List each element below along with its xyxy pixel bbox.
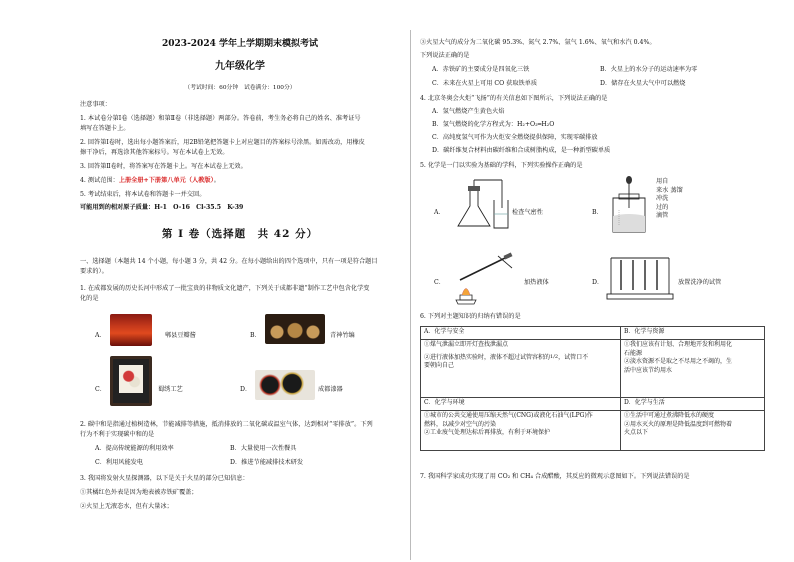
- table-cell-b-head: B．化学与资源: [621, 327, 765, 340]
- q1-option-b-letter: B．: [250, 332, 261, 339]
- q3-option-c: C．未来在火星上可用 CO 获取铁单质: [432, 80, 538, 87]
- part1-intro-a: 一、选择题（本题共 14 个小题，每小题 3 分，共 42 分。在每小题给出的四个选项中，只有一项是符合题目: [80, 258, 378, 265]
- annotation-line: 滴管: [656, 212, 669, 219]
- q5-option-d-letter: D．: [592, 279, 604, 286]
- column-divider: [410, 30, 411, 560]
- bean-paste-jars-image: [110, 314, 152, 346]
- table-line: ②进行液体加热实验时，液体不超过试管容积的1/2，试管口不: [424, 353, 589, 361]
- q3-option-b: B．火星上的水分子的运动速率为零: [600, 66, 698, 73]
- section-title: 第 I 卷（选择题 共 42 分）: [161, 228, 319, 240]
- q2-option-b: B．大量使用一次性餐具: [230, 445, 297, 452]
- table-line: 活中应该节约用水: [624, 366, 673, 374]
- right-column: [420, 0, 765, 562]
- table-line: ①我们应该有计划、合理地开发和利用化: [624, 341, 733, 348]
- note-1a: 1. 本试卷分第Ⅰ卷（选择题）和第Ⅱ卷（非选择题）两部分。答卷前，考生务必将自己的姓名、准考证号: [80, 115, 361, 122]
- table-line: 燃料，以减少对空气的污染: [424, 420, 497, 428]
- table-cell-d-body: [621, 411, 765, 451]
- table-line: ②淡水资源不是取之不尽用之不竭的，生: [624, 358, 733, 366]
- annotation-line: 用自: [656, 178, 669, 185]
- table-line: 要朝向自己: [424, 362, 455, 370]
- notes-heading: 注意事项：: [80, 101, 111, 108]
- atomic-masses: 可能用到的相对原子质量：H-1 O-16 Cl-35.5 K-39: [80, 204, 244, 211]
- q1-option-c-letter: C．: [95, 386, 106, 393]
- note-4: [80, 176, 400, 185]
- q6-stem: 6. 下列对主题知识的归纳有错误的是: [420, 313, 521, 320]
- q7-stem: 7. 我国科学家成功实现了用 CO₂ 和 CH₄ 合成醋酸，其反应的微观示意图如下。下列说法错误的是: [420, 473, 690, 480]
- table-cell-b-body: [621, 340, 765, 398]
- q4-option-c: C．高纯度氢气可作为火炬安全燃烧提供保障，实现零碳排放: [432, 134, 598, 141]
- note-1b: 填写在答题卡上。: [80, 125, 130, 132]
- table-cell-a-body: [421, 340, 621, 398]
- note-2b: 擦干净后，再选涂其他答案标号。写在本试卷上无效。: [80, 149, 229, 156]
- lacquerware-image: [255, 370, 315, 400]
- annotation-line: 来水 蒸馏: [656, 186, 683, 194]
- q5-option-a-letter: A．: [434, 209, 445, 216]
- annotation-line: 过的: [656, 203, 669, 211]
- test-range: 上册全册+下册第八单元（人教版）: [118, 177, 214, 184]
- q4-option-b: B．氢气燃烧的化学方程式为：H₂+O₂═H₂O: [432, 121, 555, 128]
- table-line: 火点以下: [624, 429, 649, 437]
- q1-option-d-letter: D．: [240, 386, 252, 393]
- annotation-line: 冲洗: [656, 195, 669, 202]
- table-line: ②工业废气处理达标后再排放，有利于环境保护: [424, 429, 551, 437]
- q5-option-c-label: 加热液体: [524, 279, 549, 286]
- note-5: 5. 考试结束后，将本试卷和答题卡一并交回。: [80, 191, 206, 198]
- q4-stem: 4. 北京冬奥会火炬“飞扬”的有关信息如下图所示，下列说法正确的是: [420, 95, 608, 102]
- q1-option-c-label: 蜀绣工艺: [158, 386, 183, 393]
- fraction: 1/2: [550, 353, 559, 360]
- q5-stem: 5. 化学是一门以实验为基础的学科，下列实验操作正确的是: [420, 162, 583, 169]
- note-4-suffix: 。: [213, 177, 220, 184]
- q1-option-a-letter: A．: [95, 332, 106, 339]
- q3-fact-2: ②火星上无液态水，但有大量冰；: [80, 503, 173, 510]
- exam-time-info: （考试时间：60分钟 试卷满分：100分）: [184, 85, 296, 91]
- table-line: ①煤气泄漏立即开灯查找泄漏点: [424, 341, 509, 348]
- q2-option-a: A．提高传统能源的利用效率: [95, 445, 174, 452]
- q5-option-b-annotation: [656, 178, 706, 221]
- q2-stem-b: 行为不利于实现碳中和的是: [80, 431, 155, 438]
- airtightness-check-diagram: [450, 178, 510, 233]
- q1-option-d-label: 成都漆器: [318, 386, 343, 393]
- shu-embroidery-image: [110, 356, 152, 406]
- table-line: ①生活中可通过煮沸降低水的硬度: [624, 412, 715, 419]
- q3-fact-3: ③火星大气的成分为二氧化碳 95.3%、氮气 2.7%、氩气 1.6%、氧气和水汽 0.4%。: [420, 39, 656, 46]
- table-cell-a-head: A．化学与安全: [421, 327, 621, 340]
- q2-option-d: D．推进节能减排技术研发: [230, 459, 304, 466]
- q4-option-d: D．碳纤维复合材料由碳纤维和合成树脂构成，是一种新型碳单质: [432, 147, 611, 154]
- q2-stem-a: 2. 碳中和是指通过植树造林，节能减排等措施，抵消排放的二氧化碳或温室气体，达到相对“零排放”。下列: [80, 421, 373, 428]
- grade-subject-title: 九年级化学: [215, 61, 265, 72]
- table-line: ②用水灭火的原理是降低温度到可燃物着: [624, 420, 733, 428]
- bamboo-weaving-image: [265, 314, 325, 344]
- q1-stem-b: 化的是: [80, 295, 99, 302]
- q1-stem-a: 1. 在成都发展的历史长河中形成了一批宝贵的非物质文化遗产，下列关于成都非遗“制作工艺中包含化学变: [80, 285, 370, 292]
- table-line: ①城市的公共交通使用压缩天然气(CNG)或液化石油气(LPG)作: [424, 412, 593, 419]
- q2-option-c: C．利用风能发电: [95, 459, 144, 466]
- q3-option-a: A．赤铁矿的主要成分是四氧化三铁: [432, 66, 530, 73]
- exam-title: 2023-2024 学年上学期期末模拟考试: [162, 39, 318, 49]
- q5-option-b-letter: B．: [592, 209, 603, 216]
- q5-option-d-label: 放置洗净的试管: [678, 279, 722, 286]
- q5-option-a-label: 检查气密性: [512, 209, 543, 216]
- q3-option-d: D．储存在火星大气中可以燃烧: [600, 80, 686, 87]
- q4-option-a: A．氢气燃烧产生黄色火焰: [432, 108, 505, 115]
- q3-fact-1: ①其橘红色外表是因为地表被赤铁矿覆盖；: [80, 489, 198, 496]
- q1-option-a-label: 郫县豆瓣酱: [165, 332, 196, 339]
- table-cell-c-body: [421, 411, 621, 451]
- heating-liquid-diagram: [450, 250, 520, 305]
- q6-knowledge-table: [420, 326, 765, 451]
- note-4-prefix: 4. 测试范围：: [80, 177, 119, 184]
- note-3: 3. 回答第Ⅱ卷时，将答案写在答题卡上。写在本试卷上无效。: [80, 163, 247, 170]
- q5-option-c-letter: C．: [434, 279, 445, 286]
- dropper-bottle-diagram: [605, 174, 653, 236]
- q1-option-b-label: 青神竹编: [330, 332, 355, 339]
- q3-stem: 3. 我国将发射火星探测器，以下是关于火星的部分已知信息：: [80, 475, 249, 482]
- embroidery-panel: [119, 365, 143, 393]
- table-cell-c-head: C．化学与环境: [421, 398, 621, 411]
- table-cell-d-head: D．化学与生活: [621, 398, 765, 411]
- note-2a: 2. 回答第Ⅰ卷时，选出每小题答案后，用2B铅笔把答题卡上对应题目的答案标号涂黑。如需改动，用橡皮: [80, 139, 365, 146]
- q3-question: 下列说法正确的是: [420, 52, 470, 59]
- table-line: 石能源: [624, 349, 643, 357]
- test-tube-rack-diagram: [605, 250, 675, 302]
- left-column: [80, 0, 400, 562]
- part1-intro-b: 要求的）。: [80, 268, 108, 275]
